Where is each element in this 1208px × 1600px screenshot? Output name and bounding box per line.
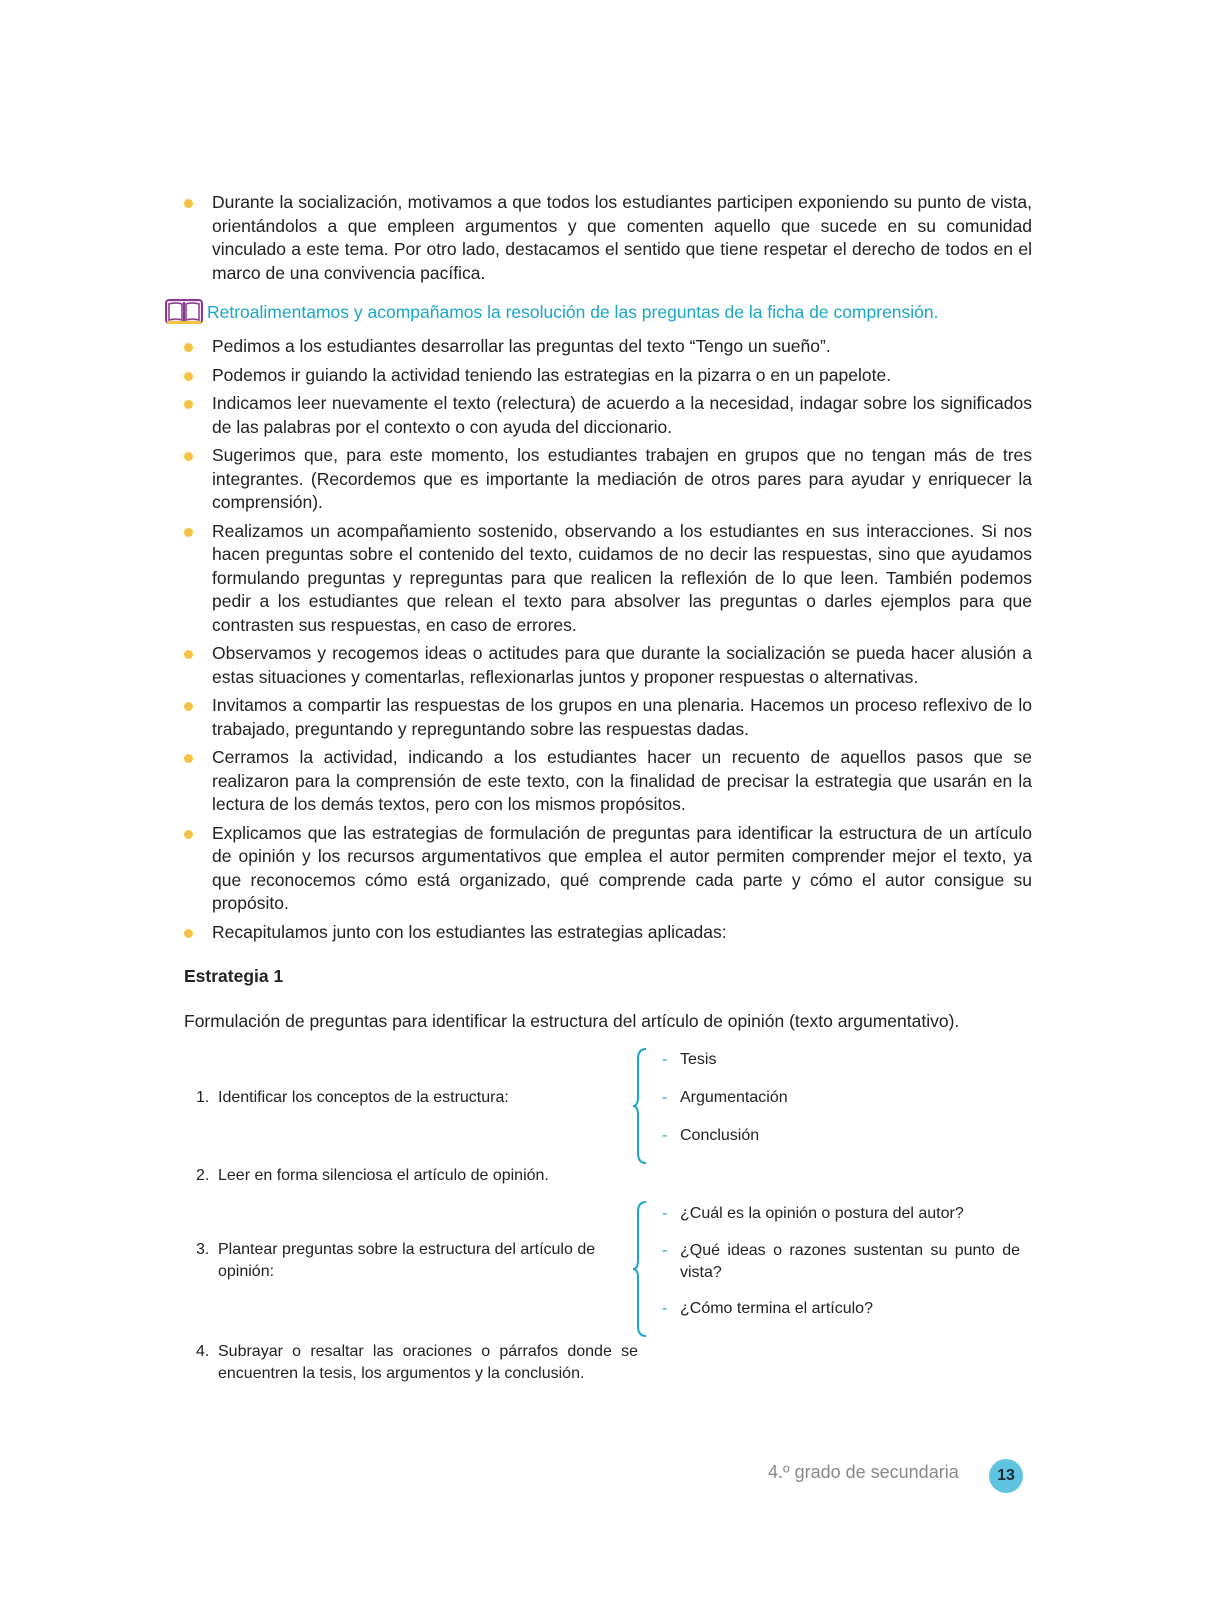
step-number: 4. [196,1343,210,1360]
intro-bullet-list [184,191,1032,290]
step-text: Leer en forma silenciosa el artículo de opinión. [218,1167,549,1184]
concept-item: - Tesis [662,1051,717,1068]
bullet-text: Explicamos que las estrategias de formulación de preguntas para identificar la estructura de un artículo de opinión y los recursos argumentativos que emplea el autor permiten comprender mejor el texto, ya que reconocemos cómo está organizado, qué comprende cada parte y cómo el autor consigue su propósito. [212,822,1032,913]
section-heading [165,299,939,325]
page-number: 13 [989,1459,1023,1493]
list-item [184,444,1032,515]
step-3 [196,1239,598,1283]
bullet-dot-icon [184,343,193,352]
bullet-text: Indicamos leer nuevamente el texto (relectura) de acuerdo a la necesidad, indagar sobre los significados de las palabras por el contexto o con ayuda del diccionario. [212,393,1032,437]
left-brace-icon [632,1200,648,1338]
list-item [184,746,1032,817]
list-item [184,642,1032,689]
bullet-dot-icon [184,400,193,409]
strategy-title: Estrategia 1 [184,966,284,986]
question-item: - ¿Cómo termina el artículo? [662,1300,873,1317]
strategy-description: Formulación de preguntas para identificar la estructura del artículo de opinión (texto argumentativo). [184,1011,960,1031]
bullet-dot-icon [184,929,193,938]
section-title: Retroalimentamos y acompañamos la resolución de las preguntas de la ficha de comprensión. [207,301,939,322]
bullet-dot-icon [184,452,193,461]
bullet-dot-icon [184,528,193,537]
list-item [184,822,1032,916]
bullet-text: Pedimos a los estudiantes desarrollar las preguntas del texto “Tengo un sueño”. [212,336,831,356]
question-item: - ¿Cuál es la opinión o postura del autor? [662,1205,964,1222]
left-brace-icon [632,1047,648,1165]
list-item [184,694,1032,741]
step-number: 1. [196,1089,210,1106]
bullet-dot-icon [184,199,193,208]
concept-item: - Conclusión [662,1127,760,1144]
activity-bullet-list [184,335,1032,949]
bullet-text: Podemos ir guiando la actividad teniendo las estrategias en la pizarra o en un papelote. [212,364,892,385]
book-icon [165,299,203,325]
step-1 [196,1087,509,1109]
step-text: Plantear preguntas sobre la estructura del artículo de opinión: [218,1241,596,1280]
step-text: Subrayar o resaltar las oraciones o párrafos donde se encuentren la tesis, los argumentos y la conclusión. [218,1343,638,1382]
bullet-text: Observamos y recogemos ideas o actitudes para que durante la socialización se pueda hacer alusión a estas situaciones y comentarlas, reflexionarlas juntos y proponer respuestas o alternativas. [212,643,1032,687]
step-2 [196,1165,549,1187]
bullet-dot-icon [184,754,193,763]
step-number: 3. [196,1241,210,1258]
bullet-text: Realizamos un acompañamiento sostenido, observando a los estudiantes en sus interacciones. Si nos hacen preguntas sobre el contenido del texto, cuidamos de no decir las respuestas, sino que ayudamos formulando preguntas y repreguntas para que realicen la reflexión de lo que leen. También podemos pedir a los estudiantes que relean el texto para absolver las preguntas o darles ejemplos para que contrasten sus respuestas, en caso de errores. [212,520,1032,635]
list-item [184,921,1032,945]
bullet-text: Sugerimos que, para este momento, los estudiantes trabajen en grupos que no tengan más de tres integrantes. (Recordemos que es importante la mediación de otros pares para ayudar y enriquecer la comprensión). [212,445,1032,512]
list-item [184,520,1032,638]
concept-item: - Argumentación [662,1089,788,1106]
bullet-dot-icon [184,372,193,381]
bullet-dot-icon [184,650,193,659]
bullet-text: Recapitulamos junto con los estudiantes las estrategias aplicadas: [212,921,727,942]
bullet-dot-icon [184,702,193,711]
step-number: 2. [196,1167,210,1184]
bullet-text: Invitamos a compartir las respuestas de los grupos en una plenaria. Hacemos un proceso reflexivo de lo trabajado, preguntando y repreguntando sobre las respuestas dadas. [212,695,1032,739]
question-item: - ¿Qué ideas o razones sustentan su punto de vista? [662,1242,1020,1281]
bullet-text: Cerramos la actividad, indicando a los estudiantes hacer un recuento de aquellos pasos que se realizaron para la comprensión de este texto, con la finalidad de precisar la estrategia que usarán en la lectura de los demás textos, pero con los mismos propósitos. [212,747,1032,814]
footer-grade: 4.º grado de secundaria [768,1462,959,1482]
list-item [184,191,1032,285]
step-text: Identificar los conceptos de la estructura: [218,1089,509,1106]
bullet-text: Durante la socialización, motivamos a que todos los estudiantes participen exponiendo su punto de vista, orientándolos a que empleen argumentos y que comenten aquello que sucede en su comunidad vinculado a este tema. Por otro lado, destacamos el sentido que tiene respetar el derecho de todos en el marco de una convivencia pacífica. [212,192,1032,283]
step-4 [196,1341,638,1385]
list-item [184,364,1032,388]
bullet-dot-icon [184,830,193,839]
list-item [184,392,1032,439]
list-item [184,335,1032,359]
